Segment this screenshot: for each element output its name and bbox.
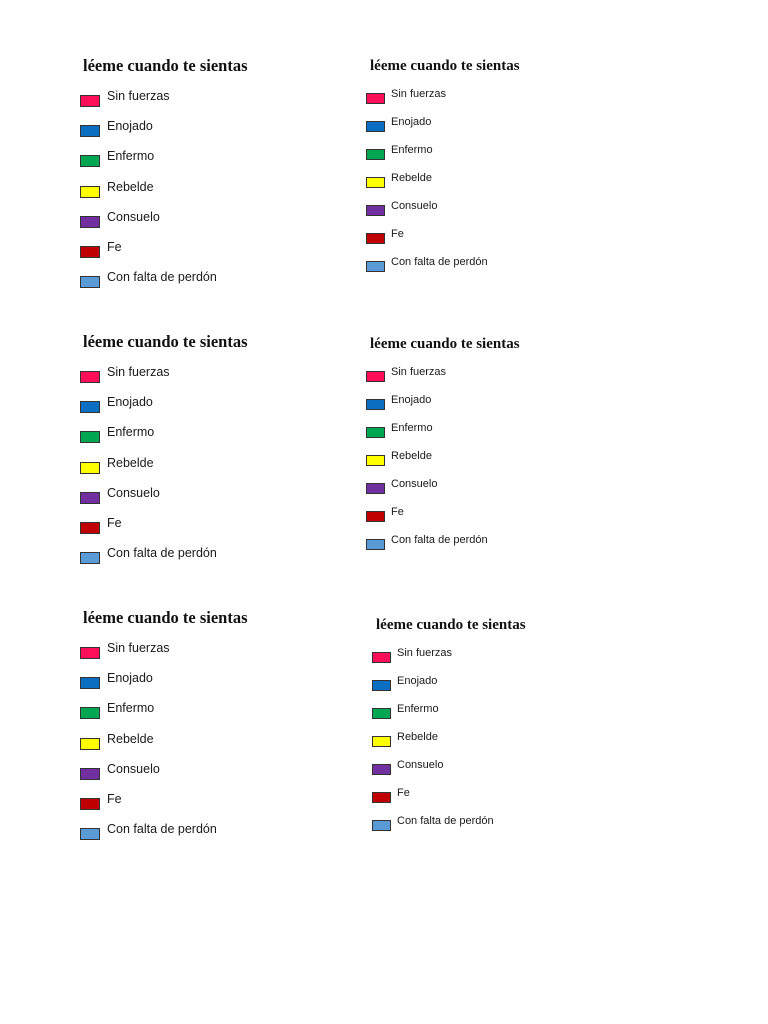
mood-card-1 [80,57,248,300]
mood-card-4 [366,335,520,562]
mood-item-sin-fuerzas [80,89,248,119]
mood-label: Consuelo [391,200,438,212]
mood-item-con-falta-de-perdon [366,534,520,562]
swatch-con-falta-de-perdon [372,820,391,831]
mood-list [366,366,520,562]
mood-item-sin-fuerzas [80,641,248,671]
mood-label: Rebelde [107,455,154,470]
mood-item-enojado [80,395,248,425]
mood-label: Enfermo [107,149,155,164]
swatch-consuelo [80,768,100,780]
mood-label: Con falta de perdón [107,270,217,285]
mood-item-rebelde [80,732,248,762]
swatch-enfermo [366,149,385,160]
card-title: léeme cuando te sientas [376,617,526,633]
mood-label: Fe [391,228,404,240]
mood-item-sin-fuerzas [366,88,520,116]
swatch-fe [372,792,391,803]
mood-label: Enojado [107,395,153,410]
swatch-sin-fuerzas [372,652,391,663]
mood-label: Fe [107,515,122,530]
mood-list [372,647,526,843]
mood-label: Consuelo [107,761,160,776]
mood-item-fe [366,228,520,256]
mood-item-sin-fuerzas [366,366,520,394]
mood-item-fe [372,787,526,815]
swatch-consuelo [372,764,391,775]
card-title: léeme cuando te sientas [83,332,248,351]
swatch-sin-fuerzas [366,371,385,382]
mood-item-rebelde [366,172,520,200]
card-title: léeme cuando te sientas [83,608,248,627]
mood-item-fe [80,516,248,546]
swatch-rebelde [372,736,391,747]
swatch-con-falta-de-perdon [80,276,100,288]
mood-item-rebelde [372,731,526,759]
mood-label: Enfermo [391,422,433,434]
swatch-rebelde [366,455,385,466]
mood-label: Rebelde [391,450,432,462]
swatch-enojado [80,677,100,689]
mood-item-enojado [80,671,248,701]
swatch-consuelo [366,205,385,216]
mood-list [80,641,248,852]
mood-item-con-falta-de-perdon [80,546,248,576]
mood-label: Rebelde [107,731,154,746]
mood-label: Fe [107,239,122,254]
mood-item-enojado [366,394,520,422]
swatch-rebelde [80,462,100,474]
mood-item-enfermo [366,422,520,450]
mood-item-con-falta-de-perdon [80,270,248,300]
mood-label: Con falta de perdón [107,822,217,837]
swatch-consuelo [80,216,100,228]
mood-item-enojado [366,116,520,144]
mood-item-consuelo [366,200,520,228]
mood-item-fe [366,506,520,534]
swatch-sin-fuerzas [80,95,100,107]
mood-label: Fe [107,791,122,806]
mood-label: Sin fuerzas [397,647,453,659]
mood-label: Consuelo [391,478,438,490]
swatch-rebelde [80,738,100,750]
mood-item-rebelde [80,180,248,210]
swatch-sin-fuerzas [366,93,385,104]
swatch-enojado [80,401,100,413]
mood-item-enfermo [80,425,248,455]
mood-item-con-falta-de-perdon [80,822,248,852]
mood-item-consuelo [372,759,526,787]
swatch-enfermo [80,155,100,167]
mood-list [366,88,520,284]
mood-item-enfermo [366,144,520,172]
swatch-con-falta-de-perdon [80,552,100,564]
swatch-fe [80,522,100,534]
mood-label: Rebelde [107,179,154,194]
swatch-sin-fuerzas [80,371,100,383]
mood-item-enojado [372,675,526,703]
mood-list [80,89,248,300]
mood-label: Con falta de perdón [107,546,217,561]
mood-item-consuelo [366,478,520,506]
swatch-consuelo [366,483,385,494]
mood-card-3 [80,333,248,576]
swatch-enfermo [80,431,100,443]
swatch-fe [80,246,100,258]
mood-list [80,365,248,576]
mood-label: Fe [391,506,404,518]
swatch-rebelde [80,186,100,198]
mood-item-consuelo [80,210,248,240]
mood-label: Rebelde [391,172,432,184]
mood-label: Consuelo [107,485,160,500]
swatch-enojado [80,125,100,137]
mood-item-consuelo [80,762,248,792]
mood-label: Enfermo [391,144,433,156]
mood-label: Sin fuerzas [391,88,447,100]
mood-label: Con falta de perdón [397,815,494,827]
mood-card-6 [372,616,526,843]
mood-label: Sin fuerzas [107,365,170,379]
mood-item-enfermo [80,149,248,179]
card-title: léeme cuando te sientas [370,336,520,352]
swatch-fe [366,511,385,522]
mood-label: Sin fuerzas [391,366,447,378]
mood-label: Enfermo [107,701,155,716]
swatch-enfermo [80,707,100,719]
mood-label: Rebelde [397,731,438,743]
mood-card-2 [366,57,520,284]
mood-label: Fe [397,787,410,799]
mood-label: Enojado [107,119,153,134]
mood-label: Sin fuerzas [107,641,170,655]
swatch-enojado [372,680,391,691]
mood-item-fe [80,792,248,822]
swatch-con-falta-de-perdon [366,539,385,550]
swatch-enfermo [372,708,391,719]
mood-item-sin-fuerzas [80,365,248,395]
swatch-enfermo [366,427,385,438]
mood-item-fe [80,240,248,270]
mood-label: Consuelo [397,759,444,771]
mood-label: Enojado [107,671,153,686]
mood-label: Enojado [391,394,432,406]
mood-item-consuelo [80,486,248,516]
swatch-rebelde [366,177,385,188]
card-title: léeme cuando te sientas [370,58,520,74]
mood-label: Enfermo [397,703,439,715]
swatch-con-falta-de-perdon [366,261,385,272]
swatch-consuelo [80,492,100,504]
swatch-enojado [366,399,385,410]
mood-label: Consuelo [107,209,160,224]
mood-label: Sin fuerzas [107,89,170,103]
mood-item-rebelde [80,456,248,486]
mood-item-rebelde [366,450,520,478]
card-title: léeme cuando te sientas [83,56,248,75]
mood-item-enfermo [80,701,248,731]
mood-item-sin-fuerzas [372,647,526,675]
swatch-fe [80,798,100,810]
mood-item-con-falta-de-perdon [372,815,526,843]
mood-label: Con falta de perdón [391,256,488,268]
mood-label: Enojado [397,675,438,687]
mood-item-enojado [80,119,248,149]
mood-item-enfermo [372,703,526,731]
mood-label: Enojado [391,116,432,128]
mood-card-5 [80,609,248,852]
mood-item-con-falta-de-perdon [366,256,520,284]
mood-label: Enfermo [107,425,155,440]
mood-label: Con falta de perdón [391,534,488,546]
swatch-sin-fuerzas [80,647,100,659]
swatch-fe [366,233,385,244]
swatch-con-falta-de-perdon [80,828,100,840]
swatch-enojado [366,121,385,132]
